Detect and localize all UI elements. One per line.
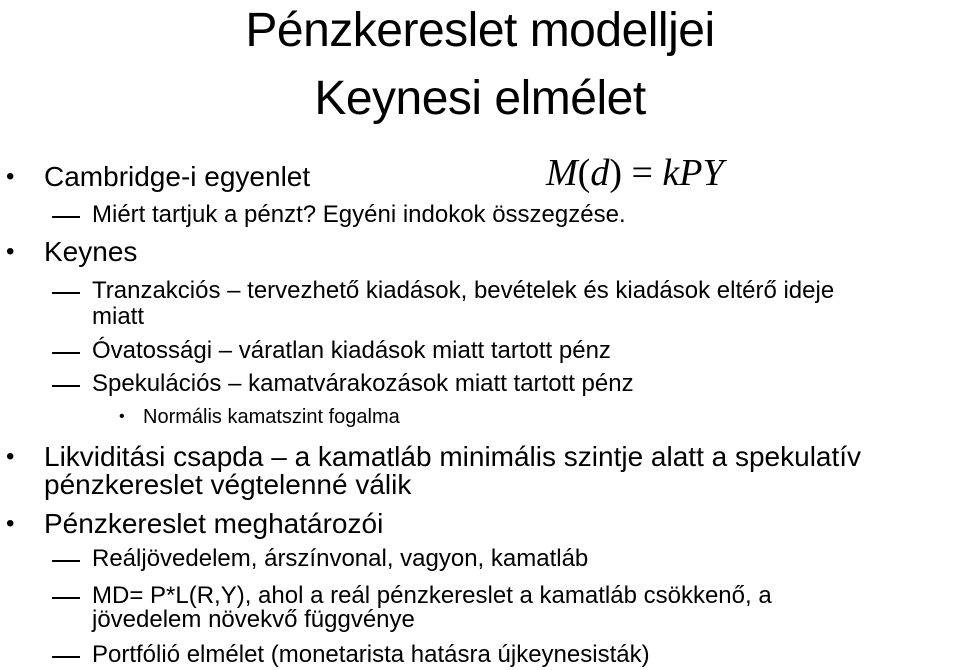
sub-item-transaction: Tranzakciós – tervezhető kiadások, bevételek és kiadások eltérő ideje bbox=[92, 277, 835, 304]
formula-rhs: kPY bbox=[662, 152, 724, 194]
dash-marker bbox=[52, 292, 80, 294]
page-title-line-2: Keynesi elmélet bbox=[314, 72, 646, 125]
sub-item-precautionary: Óvatossági – váratlan kiadások miatt tartott pénz bbox=[92, 337, 611, 364]
bullet-liquidity-trap-cont: pénzkereslet végtelenné válik bbox=[44, 469, 412, 500]
sub-item-speculative: Spekulációs – kamatvárakozások miatt tartott pénz bbox=[92, 370, 634, 397]
sub-item-why-hold-money: Miért tartjuk a pénzt? Egyéni indokok összegzése. bbox=[92, 201, 626, 228]
bullet-cambridge: • Cambridge-i egyenlet bbox=[44, 162, 310, 192]
sub-item-md-equation: MD= P*L(R,Y), ahol a reál pénzkereslet a kamatláb csökkenő, a bbox=[92, 582, 772, 609]
sub-item-real-income: Reáljövedelem, árszínvonal, vagyon, kamatláb bbox=[92, 545, 589, 572]
formula-open-paren: ( bbox=[577, 152, 591, 194]
page-title-line-1: Pénzkereslet modelljei bbox=[245, 4, 715, 57]
money-demand-formula bbox=[546, 153, 724, 193]
dash-marker bbox=[52, 216, 80, 218]
formula-equals: = bbox=[621, 152, 663, 194]
bullet-determinants: • Pénzkereslet meghatározói bbox=[44, 509, 383, 539]
dash-marker bbox=[52, 352, 80, 354]
bullet-keynes: • Keynes bbox=[44, 237, 137, 267]
formula-m: M bbox=[546, 152, 578, 194]
sub-item-md-equation-cont: jövedelem növekvő függvénye bbox=[92, 606, 415, 633]
bullet-liquidity-trap: • Likviditási csapda – a kamatláb minimális szintje alatt a spekulatív bbox=[44, 442, 861, 472]
sub-sub-item-normal-rate: • Normális kamatszint fogalma bbox=[143, 406, 400, 428]
sub-item-portfolio: Portfólió elmélet (monetarista hatásra újkeynesisták) bbox=[92, 641, 650, 668]
dash-marker bbox=[52, 597, 80, 599]
sub-item-transaction-cont: miatt bbox=[92, 303, 145, 330]
dash-marker bbox=[52, 656, 80, 658]
dash-marker bbox=[52, 385, 80, 387]
dash-marker bbox=[52, 560, 80, 562]
formula-close-paren: ) bbox=[609, 152, 622, 194]
formula-d: d bbox=[590, 152, 610, 194]
